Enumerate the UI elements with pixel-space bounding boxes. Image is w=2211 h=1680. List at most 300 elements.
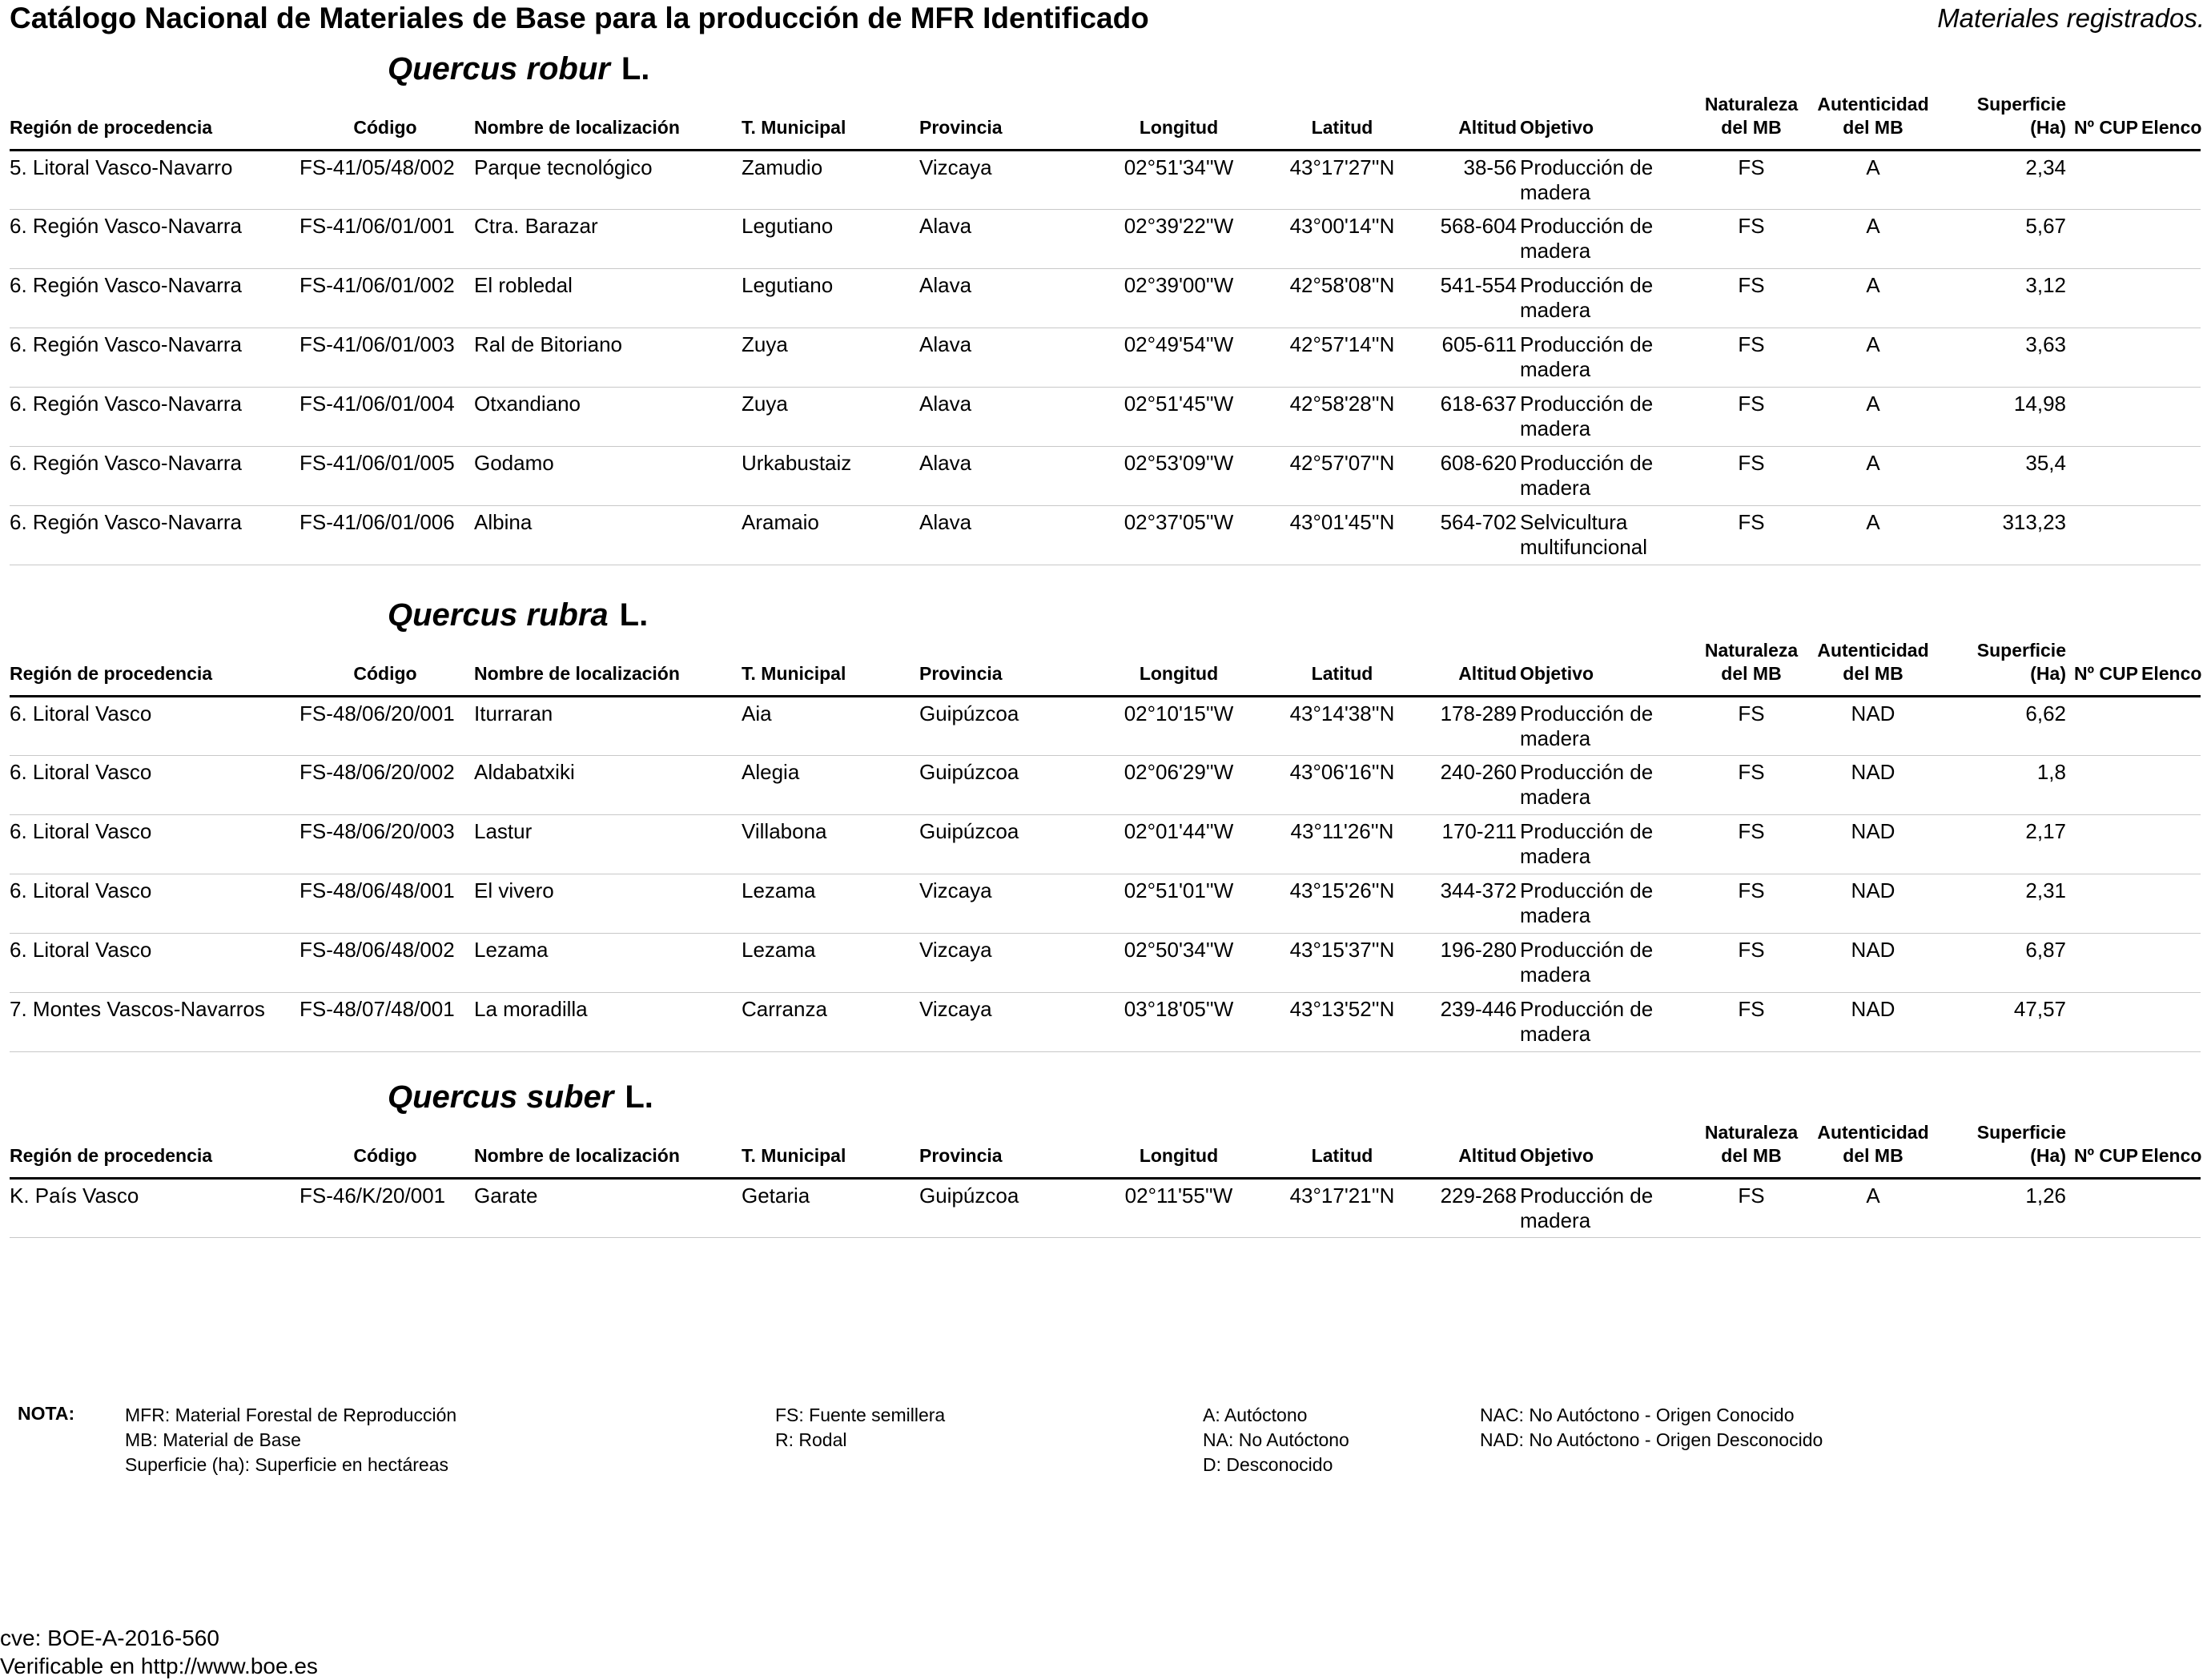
cell-longitud: 02°37'05''W <box>1097 506 1264 565</box>
cell-superficie: 35,4 <box>1941 447 2069 506</box>
cell-objetivo: Producción de madera <box>1520 874 1698 934</box>
cell-longitud: 02°10'15''W <box>1097 697 1264 756</box>
column-header-objetivo: Objetivo <box>1520 93 1698 151</box>
table-row <box>10 874 2201 934</box>
cell-autenticidad: A <box>1808 447 1941 506</box>
column-header-line: Naturaleza <box>1704 1122 1799 1143</box>
cell-cup <box>2069 269 2141 328</box>
cell-region: 6. Región Vasco-Navarra <box>10 388 299 447</box>
column-header-line: del MB <box>1843 117 1903 138</box>
materials-table <box>10 1121 2201 1238</box>
cell-objetivo: Producción de madera <box>1520 447 1698 506</box>
cell-naturaleza: FS <box>1698 1179 1808 1238</box>
cell-autenticidad: NAD <box>1808 874 1941 934</box>
cell-altitud: 618-637 <box>1424 388 1520 447</box>
cell-region: 6. Litoral Vasco <box>10 697 299 756</box>
cell-altitud: 564-702 <box>1424 506 1520 565</box>
cell-longitud: 02°11'55''W <box>1097 1179 1264 1238</box>
column-header-superficie <box>1941 639 2069 697</box>
cell-altitud: 196-280 <box>1424 934 1520 993</box>
cell-codigo: FS-48/06/20/002 <box>299 756 474 815</box>
cell-municipal: Zamudio <box>742 151 919 210</box>
cell-municipal: Urkabustaiz <box>742 447 919 506</box>
cell-latitud: 43°00'14''N <box>1264 210 1424 269</box>
cell-nombre: Lastur <box>474 815 742 874</box>
column-header-line: del MB <box>1721 1145 1782 1166</box>
cell-region: 6. Región Vasco-Navarra <box>10 447 299 506</box>
cell-municipal: Legutiano <box>742 269 919 328</box>
cell-objetivo: Producción de madera <box>1520 934 1698 993</box>
cell-elenco <box>2141 388 2201 447</box>
column-header-line: Superficie <box>1976 640 2066 661</box>
cell-region: 7. Montes Vascos-Navarros <box>10 993 299 1052</box>
cell-naturaleza: FS <box>1698 756 1808 815</box>
column-header-line: del MB <box>1721 663 1782 684</box>
column-header-naturaleza <box>1698 1121 1808 1179</box>
cell-elenco <box>2141 151 2201 210</box>
cell-autenticidad: NAD <box>1808 934 1941 993</box>
cell-nombre: Parque tecnológico <box>474 151 742 210</box>
column-header-municipal: T. Municipal <box>742 93 919 151</box>
table-row <box>10 815 2201 874</box>
cell-longitud: 02°39'22''W <box>1097 210 1264 269</box>
column-header-line: Superficie <box>1976 1122 2066 1143</box>
cell-autenticidad: A <box>1808 388 1941 447</box>
footer-verificable: Verificable en http://www.boe.es <box>0 1654 318 1678</box>
cell-latitud: 43°17'27''N <box>1264 151 1424 210</box>
column-header-autenticidad <box>1808 639 1941 697</box>
column-header-line: Autenticidad <box>1817 94 1929 115</box>
column-header-elenco: Elenco <box>2141 93 2201 151</box>
cell-cup <box>2069 388 2141 447</box>
column-header-naturaleza <box>1698 93 1808 151</box>
cell-autenticidad: NAD <box>1808 815 1941 874</box>
cell-nombre: Ral de Bitoriano <box>474 328 742 388</box>
cell-autenticidad: A <box>1808 506 1941 565</box>
cell-objetivo: Producción de madera <box>1520 697 1698 756</box>
cell-naturaleza: FS <box>1698 934 1808 993</box>
cell-altitud: 239-446 <box>1424 993 1520 1052</box>
cell-cup <box>2069 210 2141 269</box>
cell-superficie: 2,34 <box>1941 151 2069 210</box>
cell-altitud: 170-211 <box>1424 815 1520 874</box>
cell-latitud: 43°13'52''N <box>1264 993 1424 1052</box>
cell-superficie: 47,57 <box>1941 993 2069 1052</box>
cell-latitud: 42°58'28''N <box>1264 388 1424 447</box>
cell-superficie: 14,98 <box>1941 388 2069 447</box>
column-header-line: (Ha) <box>2030 663 2066 684</box>
column-header-codigo: Código <box>299 639 474 697</box>
cell-superficie: 5,67 <box>1941 210 2069 269</box>
cell-codigo: FS-48/06/48/001 <box>299 874 474 934</box>
cell-elenco <box>2141 210 2201 269</box>
species-author: L. <box>621 51 650 86</box>
cell-latitud: 42°57'07''N <box>1264 447 1424 506</box>
table-row <box>10 328 2201 388</box>
column-header-codigo: Código <box>299 1121 474 1179</box>
column-header-codigo: Código <box>299 93 474 151</box>
cell-elenco <box>2141 993 2201 1052</box>
column-header-municipal: T. Municipal <box>742 639 919 697</box>
table-row <box>10 993 2201 1052</box>
cell-municipal: Legutiano <box>742 210 919 269</box>
column-header-cup: Nº CUP <box>2069 93 2141 151</box>
cell-provincia: Alava <box>919 506 1097 565</box>
column-header-region: Región de procedencia <box>10 1121 299 1179</box>
cell-nombre: Ctra. Barazar <box>474 210 742 269</box>
nota-label: NOTA: <box>18 1403 75 1424</box>
cell-naturaleza: FS <box>1698 210 1808 269</box>
cell-nombre: El robledal <box>474 269 742 328</box>
cell-objetivo: Selvicultura multifuncional <box>1520 506 1698 565</box>
cell-latitud: 43°17'21''N <box>1264 1179 1424 1238</box>
cell-cup <box>2069 756 2141 815</box>
cell-altitud: 229-268 <box>1424 1179 1520 1238</box>
footer-cve: cve: BOE-A-2016-560 <box>0 1626 219 1650</box>
cell-autenticidad: A <box>1808 328 1941 388</box>
cell-superficie: 3,63 <box>1941 328 2069 388</box>
nota-item: NA: No Autóctono <box>1203 1429 1349 1450</box>
column-header-municipal: T. Municipal <box>742 1121 919 1179</box>
cell-autenticidad: A <box>1808 269 1941 328</box>
cell-region: 6. Litoral Vasco <box>10 756 299 815</box>
cell-latitud: 42°57'14''N <box>1264 328 1424 388</box>
table-row <box>10 151 2201 210</box>
cell-elenco <box>2141 1179 2201 1238</box>
column-header-altitud: Altitud <box>1424 1121 1520 1179</box>
cell-municipal: Carranza <box>742 993 919 1052</box>
cell-codigo: FS-46/K/20/001 <box>299 1179 474 1238</box>
cell-nombre: Iturraran <box>474 697 742 756</box>
cell-elenco <box>2141 506 2201 565</box>
cell-codigo: FS-41/05/48/002 <box>299 151 474 210</box>
column-header-region: Región de procedencia <box>10 93 299 151</box>
cell-region: 6. Región Vasco-Navarra <box>10 269 299 328</box>
cell-nombre: Godamo <box>474 447 742 506</box>
cell-nombre: Otxandiano <box>474 388 742 447</box>
cell-objetivo: Producción de madera <box>1520 1179 1698 1238</box>
cell-objetivo: Producción de madera <box>1520 210 1698 269</box>
cell-superficie: 6,87 <box>1941 934 2069 993</box>
column-header-superficie <box>1941 93 2069 151</box>
cell-municipal: Getaria <box>742 1179 919 1238</box>
cell-latitud: 43°11'26''N <box>1264 815 1424 874</box>
cell-longitud: 02°01'44''W <box>1097 815 1264 874</box>
column-header-line: (Ha) <box>2030 1145 2066 1166</box>
cell-latitud: 43°01'45''N <box>1264 506 1424 565</box>
cell-provincia: Guipúzcoa <box>919 756 1097 815</box>
nota-item: FS: Fuente semillera <box>775 1405 946 1425</box>
cell-provincia: Alava <box>919 447 1097 506</box>
cell-provincia: Guipúzcoa <box>919 815 1097 874</box>
column-header-line: del MB <box>1721 117 1782 138</box>
nota-item: MB: Material de Base <box>125 1429 301 1450</box>
cell-municipal: Aramaio <box>742 506 919 565</box>
footer <box>0 1624 318 1680</box>
cell-longitud: 02°53'09''W <box>1097 447 1264 506</box>
cell-municipal: Zuya <box>742 328 919 388</box>
column-header-region: Región de procedencia <box>10 639 299 697</box>
table-row <box>10 269 2201 328</box>
cell-superficie: 2,31 <box>1941 874 2069 934</box>
cell-cup <box>2069 151 2141 210</box>
column-header-objetivo: Objetivo <box>1520 1121 1698 1179</box>
cell-region: 6. Litoral Vasco <box>10 874 299 934</box>
table-row <box>10 447 2201 506</box>
cell-provincia: Alava <box>919 210 1097 269</box>
table-row <box>10 756 2201 815</box>
column-header-line: Autenticidad <box>1817 1122 1929 1143</box>
column-header-longitud: Longitud <box>1097 1121 1264 1179</box>
species-heading <box>388 1079 653 1115</box>
cell-latitud: 43°15'37''N <box>1264 934 1424 993</box>
cell-codigo: FS-48/06/20/003 <box>299 815 474 874</box>
table-header-row <box>10 1121 2201 1179</box>
column-header-naturaleza <box>1698 639 1808 697</box>
species-author: L. <box>619 597 649 633</box>
cell-elenco <box>2141 756 2201 815</box>
cell-objetivo: Producción de madera <box>1520 269 1698 328</box>
cell-altitud: 605-611 <box>1424 328 1520 388</box>
cell-elenco <box>2141 328 2201 388</box>
cell-altitud: 240-260 <box>1424 756 1520 815</box>
cell-naturaleza: FS <box>1698 506 1808 565</box>
cell-cup <box>2069 697 2141 756</box>
cell-provincia: Guipúzcoa <box>919 1179 1097 1238</box>
column-header-longitud: Longitud <box>1097 639 1264 697</box>
table-row <box>10 934 2201 993</box>
cell-elenco <box>2141 447 2201 506</box>
cell-provincia: Guipúzcoa <box>919 697 1097 756</box>
column-header-nombre: Nombre de localización <box>474 1121 742 1179</box>
cell-cup <box>2069 328 2141 388</box>
cell-region: 6. Litoral Vasco <box>10 934 299 993</box>
column-header-latitud: Latitud <box>1264 639 1424 697</box>
cell-naturaleza: FS <box>1698 815 1808 874</box>
cell-longitud: 02°51'34''W <box>1097 151 1264 210</box>
cell-objetivo: Producción de madera <box>1520 388 1698 447</box>
column-header-latitud: Latitud <box>1264 1121 1424 1179</box>
column-header-autenticidad <box>1808 1121 1941 1179</box>
column-header-autenticidad <box>1808 93 1941 151</box>
cell-objetivo: Producción de madera <box>1520 151 1698 210</box>
cell-naturaleza: FS <box>1698 697 1808 756</box>
cell-codigo: FS-48/06/20/001 <box>299 697 474 756</box>
cell-nombre: El vivero <box>474 874 742 934</box>
cell-region: 6. Región Vasco-Navarra <box>10 328 299 388</box>
cell-nombre: Albina <box>474 506 742 565</box>
column-header-nombre: Nombre de localización <box>474 93 742 151</box>
cell-elenco <box>2141 697 2201 756</box>
cell-altitud: 178-289 <box>1424 697 1520 756</box>
cell-municipal: Villabona <box>742 815 919 874</box>
cell-objetivo: Producción de madera <box>1520 993 1698 1052</box>
column-header-altitud: Altitud <box>1424 639 1520 697</box>
cell-cup <box>2069 993 2141 1052</box>
column-header-line: (Ha) <box>2030 117 2066 138</box>
cell-provincia: Alava <box>919 328 1097 388</box>
cell-latitud: 43°15'26''N <box>1264 874 1424 934</box>
cell-altitud: 38-56 <box>1424 151 1520 210</box>
table-row <box>10 1179 2201 1238</box>
cell-autenticidad: NAD <box>1808 993 1941 1052</box>
cell-region: 6. Región Vasco-Navarra <box>10 210 299 269</box>
cell-altitud: 344-372 <box>1424 874 1520 934</box>
species-name: Quercus suber <box>388 1079 614 1115</box>
cell-nombre: Garate <box>474 1179 742 1238</box>
cell-objetivo: Producción de madera <box>1520 815 1698 874</box>
nota-column-2 <box>775 1403 945 1453</box>
cell-municipal: Lezama <box>742 934 919 993</box>
cell-codigo: FS-41/06/01/005 <box>299 447 474 506</box>
column-header-altitud: Altitud <box>1424 93 1520 151</box>
cell-cup <box>2069 874 2141 934</box>
cell-elenco <box>2141 815 2201 874</box>
nota-item: D: Desconocido <box>1203 1454 1333 1475</box>
cell-latitud: 42°58'08''N <box>1264 269 1424 328</box>
materials-table <box>10 93 2201 565</box>
cell-altitud: 608-620 <box>1424 447 1520 506</box>
cell-autenticidad: A <box>1808 1179 1941 1238</box>
column-header-line: Autenticidad <box>1817 640 1929 661</box>
table-row <box>10 388 2201 447</box>
table-row <box>10 210 2201 269</box>
cell-longitud: 02°50'34''W <box>1097 934 1264 993</box>
cell-longitud: 02°49'54''W <box>1097 328 1264 388</box>
page-subtitle: Materiales registrados. <box>1937 3 2205 33</box>
nota-column-3 <box>1203 1403 1349 1477</box>
table-header-row <box>10 639 2201 697</box>
cell-autenticidad: NAD <box>1808 756 1941 815</box>
cell-superficie: 2,17 <box>1941 815 2069 874</box>
cell-codigo: FS-48/07/48/001 <box>299 993 474 1052</box>
cell-naturaleza: FS <box>1698 993 1808 1052</box>
cell-municipal: Zuya <box>742 388 919 447</box>
column-header-line: del MB <box>1843 1145 1903 1166</box>
column-header-provincia: Provincia <box>919 1121 1097 1179</box>
cell-naturaleza: FS <box>1698 151 1808 210</box>
nota-item: NAC: No Autóctono - Origen Conocido <box>1480 1405 1795 1425</box>
cell-region: 5. Litoral Vasco-Navarro <box>10 151 299 210</box>
cell-naturaleza: FS <box>1698 328 1808 388</box>
cell-cup <box>2069 815 2141 874</box>
cell-municipal: Alegia <box>742 756 919 815</box>
cell-codigo: FS-48/06/48/002 <box>299 934 474 993</box>
cell-cup <box>2069 1179 2141 1238</box>
cell-cup <box>2069 506 2141 565</box>
species-heading <box>388 597 648 633</box>
cell-superficie: 1,26 <box>1941 1179 2069 1238</box>
cell-nombre: La moradilla <box>474 993 742 1052</box>
cell-altitud: 568-604 <box>1424 210 1520 269</box>
cell-superficie: 6,62 <box>1941 697 2069 756</box>
cell-naturaleza: FS <box>1698 269 1808 328</box>
cell-longitud: 02°06'29''W <box>1097 756 1264 815</box>
species-name: Quercus rubra <box>388 597 609 633</box>
cell-region: 6. Litoral Vasco <box>10 815 299 874</box>
nota-item: R: Rodal <box>775 1429 847 1450</box>
materials-table <box>10 639 2201 1052</box>
column-header-objetivo: Objetivo <box>1520 639 1698 697</box>
column-header-cup: Nº CUP <box>2069 1121 2141 1179</box>
column-header-superficie <box>1941 1121 2069 1179</box>
nota-item: Superficie (ha): Superficie en hectáreas <box>125 1454 448 1475</box>
nota-column-4 <box>1480 1403 1823 1453</box>
cell-provincia: Vizcaya <box>919 993 1097 1052</box>
cell-region: 6. Región Vasco-Navarra <box>10 506 299 565</box>
cell-codigo: FS-41/06/01/001 <box>299 210 474 269</box>
cell-elenco <box>2141 874 2201 934</box>
cell-nombre: Lezama <box>474 934 742 993</box>
column-header-line: Naturaleza <box>1704 640 1799 661</box>
species-heading <box>388 51 649 87</box>
column-header-elenco: Elenco <box>2141 1121 2201 1179</box>
nota-item: A: Autóctono <box>1203 1405 1308 1425</box>
cell-naturaleza: FS <box>1698 447 1808 506</box>
cell-naturaleza: FS <box>1698 388 1808 447</box>
column-header-line: Naturaleza <box>1704 94 1799 115</box>
cell-nombre: Aldabatxiki <box>474 756 742 815</box>
column-header-line: Superficie <box>1976 94 2066 115</box>
cell-provincia: Alava <box>919 269 1097 328</box>
column-header-nombre: Nombre de localización <box>474 639 742 697</box>
column-header-cup: Nº CUP <box>2069 639 2141 697</box>
cell-codigo: FS-41/06/01/002 <box>299 269 474 328</box>
cell-provincia: Vizcaya <box>919 934 1097 993</box>
cell-altitud: 541-554 <box>1424 269 1520 328</box>
cell-latitud: 43°14'38''N <box>1264 697 1424 756</box>
cell-superficie: 313,23 <box>1941 506 2069 565</box>
nota-item: NAD: No Autóctono - Origen Desconocido <box>1480 1429 1823 1450</box>
cell-autenticidad: A <box>1808 210 1941 269</box>
cell-region: K. País Vasco <box>10 1179 299 1238</box>
column-header-line: del MB <box>1843 663 1903 684</box>
cell-cup <box>2069 447 2141 506</box>
cell-provincia: Vizcaya <box>919 874 1097 934</box>
cell-superficie: 1,8 <box>1941 756 2069 815</box>
cell-elenco <box>2141 934 2201 993</box>
cell-longitud: 02°51'01''W <box>1097 874 1264 934</box>
cell-elenco <box>2141 269 2201 328</box>
cell-naturaleza: FS <box>1698 874 1808 934</box>
page-title: Catálogo Nacional de Materiales de Base para la producción de MFR Identificado <box>10 2 1149 34</box>
cell-municipal: Aia <box>742 697 919 756</box>
column-header-elenco: Elenco <box>2141 639 2201 697</box>
cell-objetivo: Producción de madera <box>1520 756 1698 815</box>
table-row <box>10 506 2201 565</box>
table-row <box>10 697 2201 756</box>
column-header-latitud: Latitud <box>1264 93 1424 151</box>
cell-latitud: 43°06'16''N <box>1264 756 1424 815</box>
cell-longitud: 03°18'05''W <box>1097 993 1264 1052</box>
column-header-longitud: Longitud <box>1097 93 1264 151</box>
cell-longitud: 02°39'00''W <box>1097 269 1264 328</box>
cell-codigo: FS-41/06/01/003 <box>299 328 474 388</box>
cell-codigo: FS-41/06/01/004 <box>299 388 474 447</box>
nota-item: MFR: Material Forestal de Reproducción <box>125 1405 457 1425</box>
cell-objetivo: Producción de madera <box>1520 328 1698 388</box>
column-header-provincia: Provincia <box>919 93 1097 151</box>
cell-cup <box>2069 934 2141 993</box>
cell-provincia: Alava <box>919 388 1097 447</box>
column-header-provincia: Provincia <box>919 639 1097 697</box>
cell-autenticidad: NAD <box>1808 697 1941 756</box>
table-header-row <box>10 93 2201 151</box>
cell-longitud: 02°51'45''W <box>1097 388 1264 447</box>
cell-codigo: FS-41/06/01/006 <box>299 506 474 565</box>
species-name: Quercus robur <box>388 51 610 86</box>
cell-superficie: 3,12 <box>1941 269 2069 328</box>
